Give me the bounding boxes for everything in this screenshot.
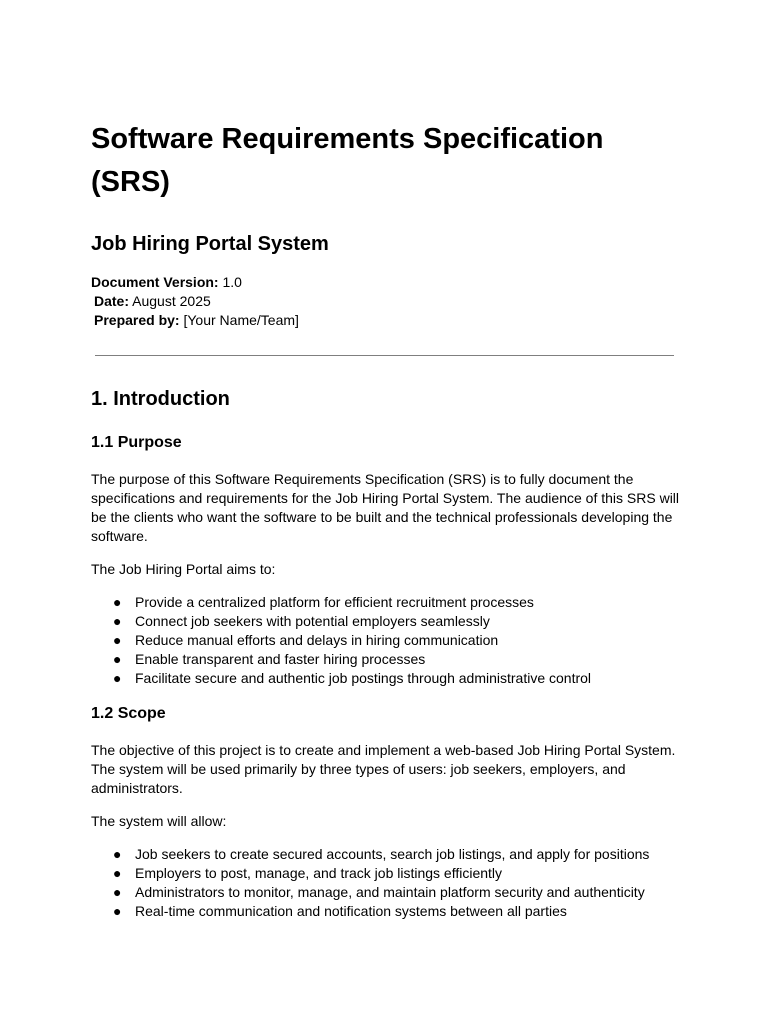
document-subtitle: Job Hiring Portal System (91, 233, 329, 255)
scope-allow-intro: The system will allow: (91, 813, 227, 829)
scope-allow-list (91, 845, 691, 921)
list-item: ● Real-time communication and notification systems between all parties (113, 903, 567, 919)
list-item: ● Job seekers to create secured accounts, search job listings, and apply for positions (113, 846, 650, 862)
bullet-icon: ● (113, 670, 122, 686)
purpose-paragraph: The purpose of this Software Requirements Specification (SRS) is to fully document the specifications and requirements for the Job Hiring Portal System. The audience of this SRS will be the clients who want the software to be built and the technical professionals developing the software. (91, 471, 680, 544)
list-item: ● Employers to post, manage, and track job listings efficiently (113, 865, 503, 881)
bullet-icon: ● (113, 632, 122, 648)
list-item: ● Administrators to monitor, manage, and maintain platform security and authenticity (113, 884, 645, 900)
list-item: ● Provide a centralized platform for efficient recruitment processes (113, 594, 534, 610)
bullet-icon: ● (113, 884, 122, 900)
meta-version (91, 273, 691, 292)
bullet-icon: ● (113, 594, 122, 610)
subsection-heading-scope: 1.2 Scope (91, 705, 166, 722)
subsection-heading-purpose: 1.1 Purpose (91, 434, 182, 451)
list-item: ● Reduce manual efforts and delays in hiring communication (113, 632, 499, 648)
meta-prepared-value: [Your Name/Team] (183, 312, 299, 328)
bullet-icon: ● (113, 865, 122, 881)
meta-date (91, 292, 691, 311)
list-item: ● Connect job seekers with potential employers seamlessly (113, 613, 490, 629)
horizontal-divider (95, 355, 674, 356)
purpose-aims-intro: The Job Hiring Portal aims to: (91, 561, 276, 577)
meta-version-label: Document Version: (91, 274, 219, 290)
meta-date-value: August 2025 (132, 293, 211, 309)
document-page (91, 118, 691, 921)
meta-prepared-label: Prepared by: (94, 312, 180, 328)
document-title: Software Requirements Specification (SRS) (91, 123, 604, 198)
list-item: ● Enable transparent and faster hiring processes (113, 651, 426, 667)
list-item: ● Facilitate secure and authentic job postings through administrative control (113, 670, 592, 686)
scope-paragraph: The objective of this project is to create and implement a web-based Job Hiring Portal System. The system will be used primarily by three types of users: job seekers, employers, and administrators. (91, 742, 676, 796)
section-heading-introduction: 1. Introduction (91, 388, 230, 410)
meta-version-value: 1.0 (222, 274, 242, 290)
bullet-icon: ● (113, 613, 122, 629)
document-meta (91, 273, 691, 330)
bullet-icon: ● (113, 846, 122, 862)
bullet-icon: ● (113, 903, 122, 919)
bullet-icon: ● (113, 651, 122, 667)
meta-date-label: Date: (94, 293, 130, 309)
purpose-aims-list (91, 593, 691, 688)
meta-prepared-by (91, 311, 691, 330)
